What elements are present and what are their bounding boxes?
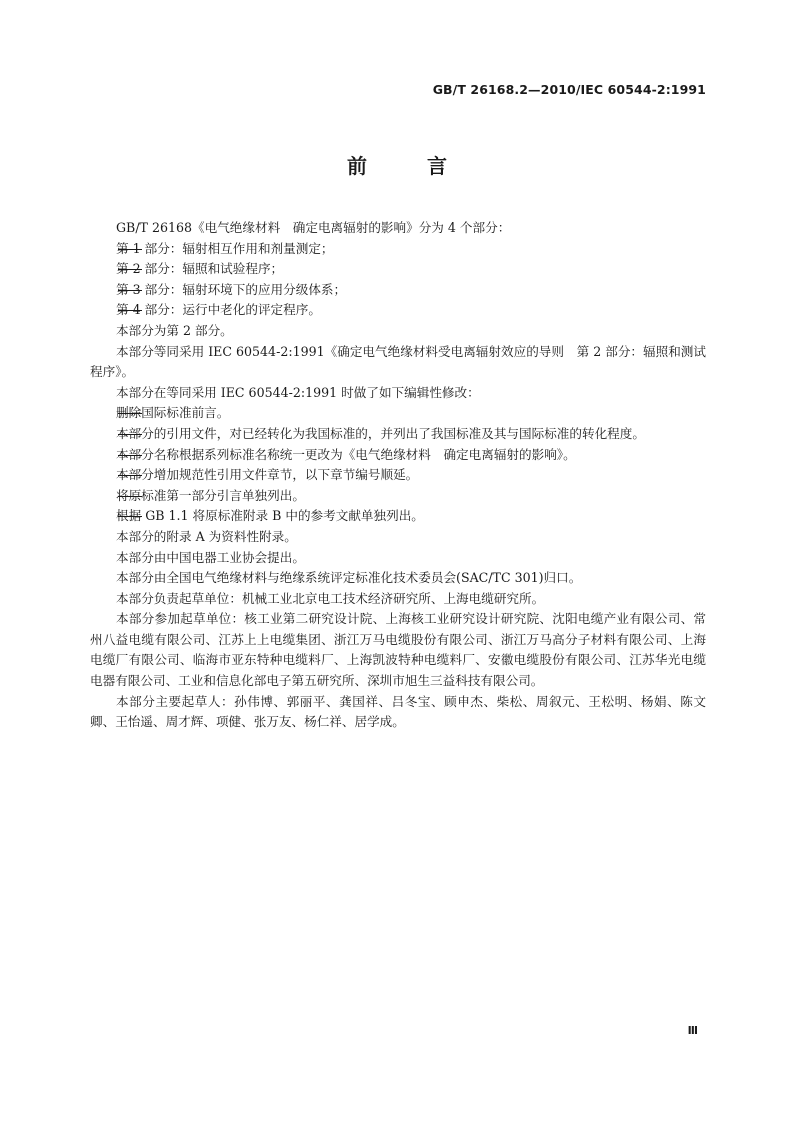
part-list-item-4: 第 4 部分：运行中老化的评定程序。 bbox=[116, 300, 706, 321]
responsible-drafter-paragraph: 本部分负责起草单位：机械工业北京电工技术经济研究所、上海电缆研究所。 bbox=[116, 590, 545, 606]
centralized-by-paragraph: 本部分由全国电气绝缘材料与绝缘系统评定标准化技术委员会(SAC/TC 301)归口。 bbox=[116, 570, 582, 586]
page-number: Ⅲ bbox=[687, 1024, 698, 1037]
change-list-item-6: 根据 GB 1.1 将原标准附录 B 中的参考文献单独列出。 bbox=[116, 506, 706, 527]
intro-paragraph: GB/T 26168《电气绝缘材料 确定电离辐射的影响》分为 4 个部分： bbox=[116, 220, 511, 235]
main-drafters-paragraph: 本部分主要起草人：孙伟博、郭丽平、龚国祥、吕冬宝、顾申杰、柴松、周叙元、王松明、杨娟、陈文卿、王怡遥、周才辉、项健、张万友、杨仁祥、居学成。 bbox=[90, 693, 706, 730]
change-list-item-3: 本部分名称根据系列标准名称统一更改为《电气绝缘材料 确定电离辐射的影响》。 bbox=[116, 445, 706, 466]
change-list-item-5: 将原标准第一部分引言单独列出。 bbox=[116, 486, 706, 507]
participating-drafters-paragraph: 本部分参加起草单位：核工业第二研究设计院、上海核工业研究设计研究院、沈阳电缆产业有限公司、常州八益电缆有限公司、江苏上上电缆集团、浙江万马电缆股份有限公司、浙江万马高分子材料有限公司、上海电缆厂有限公司、临海市亚东特种电缆料厂、上海凯波特种电缆料厂、安徽电缆股份有限公司、江苏华光电缆电器有限公司、工业和信息化部电子第五研究所、深圳市旭生三益科技有限公司。 bbox=[90, 611, 706, 689]
part-list-item-1: 第 1 部分：辐射相互作用和剂量测定； bbox=[116, 239, 706, 260]
part-list-item-3: 第 3 部分：辐射环境下的应用分级体系； bbox=[116, 280, 706, 301]
change-list-item-2: 本部分的引用文件，对已经转化为我国标准的，并列出了我国标准及其与国际标准的转化程度。 bbox=[116, 424, 706, 445]
foreword-body bbox=[90, 218, 706, 733]
standard-code-header: GB/T 26168.2—2010/IEC 60544-2:1991 bbox=[432, 82, 706, 97]
annex-paragraph: 本部分的附录 A 为资料性附录。 bbox=[116, 528, 297, 544]
change-list-item-1: 删除国际标准前言。 bbox=[116, 403, 706, 424]
part-list-item-2: 第 2 部分：辐照和试验程序； bbox=[116, 259, 706, 280]
changes-intro-paragraph: 本部分在等同采用 IEC 60544-2:1991 时做了如下编辑性修改： bbox=[116, 384, 480, 400]
change-list-item-4: 本部分增加规范性引用文件章节，以下章节编号顺延。 bbox=[116, 465, 706, 486]
this-part-paragraph: 本部分为第 2 部分。 bbox=[116, 322, 233, 338]
proposed-by-paragraph: 本部分由中国电器工业协会提出。 bbox=[116, 549, 305, 565]
page-title: 前 言 bbox=[347, 154, 467, 178]
equivalent-paragraph: 本部分等同采用 IEC 60544-2:1991《确定电气绝缘材料受电离辐射效应的导则 第 2 部分：辐照和测试程序》。 bbox=[90, 343, 706, 380]
